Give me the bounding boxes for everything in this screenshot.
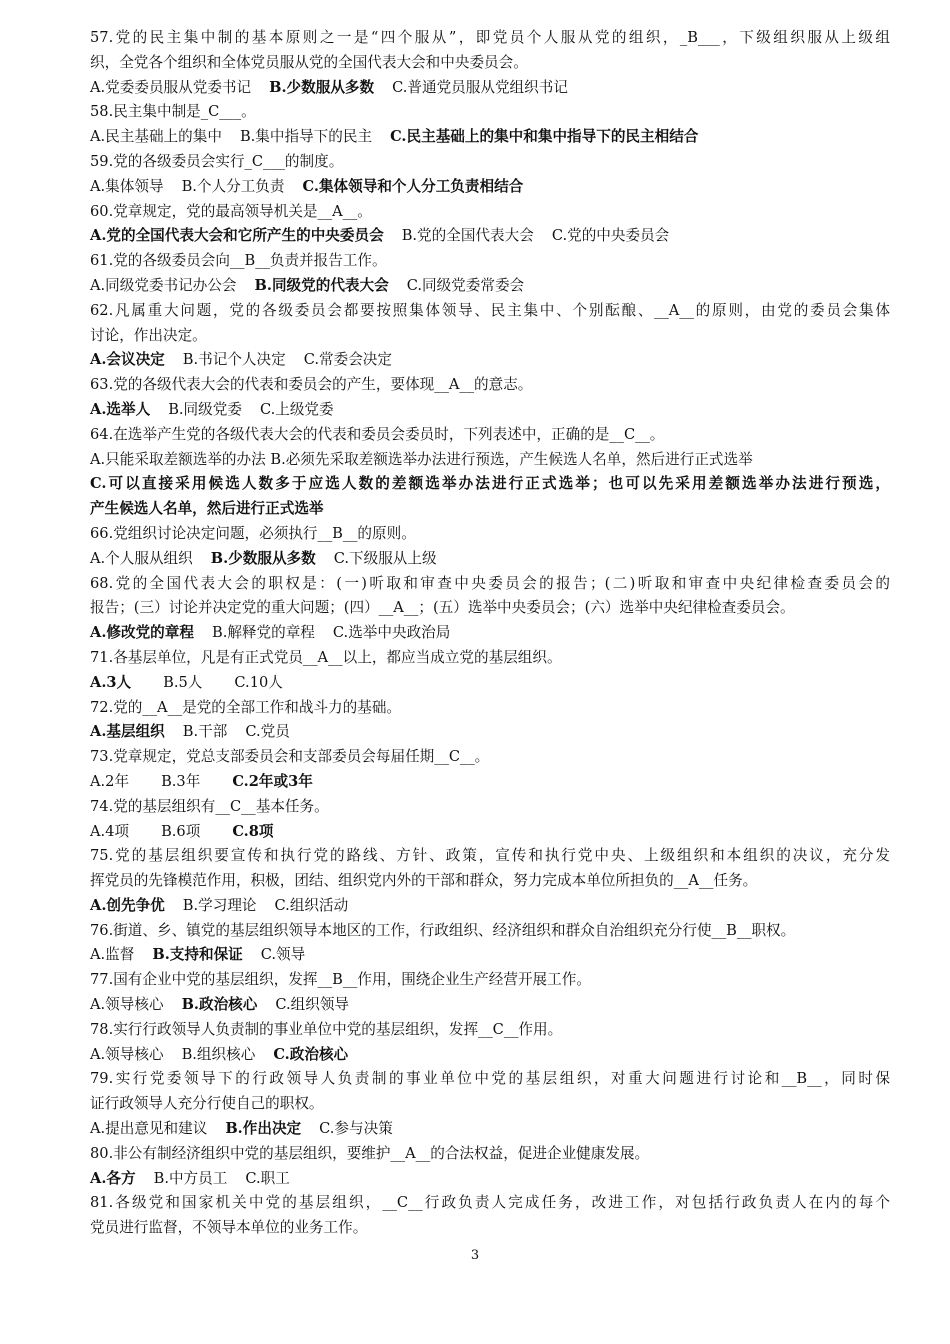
option-c: C.10人 xyxy=(234,673,283,691)
option-b: B.党的全国代表大会 xyxy=(401,227,534,245)
option-a: A.同级党委书记办公会 xyxy=(90,276,237,294)
option-b-answer: B.政治核心 xyxy=(181,996,258,1014)
option-c: C.党员 xyxy=(245,723,290,741)
question-64-option-c-answer-line-1: C.可以直接采用候选人数多于应选人数的差额选举办法进行正式选举；也可以先采用差额选举办法进行预选， xyxy=(90,475,890,493)
option-b-answer: B.少数服从多数 xyxy=(210,549,316,567)
question-81-stem-line-2: 党员进行监督，不领导本单位的业务工作。 xyxy=(90,1219,368,1237)
question-75-options xyxy=(90,894,890,919)
question-57-stem-line-2: 织，全党各个组织和全体党员服从党的全国代表大会和中央委员会。 xyxy=(90,53,528,71)
option-b: B.同级党委 xyxy=(168,400,242,418)
option-c: C.领导 xyxy=(260,946,306,964)
question-59-stem: 59.党的各级委员会实行_C___的制度。 xyxy=(90,152,344,170)
question-64-option-c-answer-line-2: 产生候选人名单，然后进行正式选举 xyxy=(90,500,324,518)
option-c-answer: C.2年或3年 xyxy=(232,772,313,790)
option-c-answer: C.民主基础上的集中和集中指导下的民主相结合 xyxy=(390,128,699,146)
option-c: C.参与决策 xyxy=(319,1120,393,1138)
option-b: B.解释党的章程 xyxy=(211,624,315,642)
option-a: A.个人服从组织 xyxy=(90,549,193,567)
question-80-stem: 80.非公有制经济组织中党的基层组织，要维护__A__的合法权益，促进企业健康发展。 xyxy=(90,1144,650,1162)
option-a-answer: A.选举人 xyxy=(90,400,151,418)
option-c: C.下级服从上级 xyxy=(333,549,437,567)
option-a-answer: A.党的全国代表大会和它所产生的中央委员会 xyxy=(90,227,384,245)
option-a: A.党委委员服从党委书记 xyxy=(90,78,252,96)
question-74-stem: 74.党的基层组织有__C__基本任务。 xyxy=(90,797,329,815)
question-75-stem-line-2: 挥党员的先锋模范作用，积极，团结、组织党内外的干部和群众，努力完成本单位所担负的__A__任务。 xyxy=(90,872,758,890)
question-78-options xyxy=(90,1043,890,1068)
question-79-stem-line-2: 证行政领导人充分行使自己的职权。 xyxy=(90,1095,324,1113)
option-a: A.领导核心 xyxy=(90,1045,164,1063)
question-64-stem: 64.在选举产生党的各级代表大会的代表和委员会委员时，下列表述中，正确的是__C__。 xyxy=(90,425,665,443)
question-77-stem: 77.国有企业中党的基层组织，发挥__B__作用，围绕企业生产经营开展工作。 xyxy=(90,971,591,989)
option-b: B.3年 xyxy=(161,772,201,790)
option-b: B.干部 xyxy=(182,723,228,741)
question-71-stem: 71.各基层单位，凡是有正式党员__A__以上，都应当成立党的基层组织。 xyxy=(90,648,562,666)
question-79-stem-line-1: 79.实行党委领导下的行政领导人负责制的事业单位中党的基层组织，对重大问题进行讨论和__B__，同时保 xyxy=(90,1070,890,1088)
question-list xyxy=(90,26,890,1241)
option-a-answer: A.基层组织 xyxy=(90,723,165,741)
option-b: B.5人 xyxy=(163,673,203,691)
question-76-options xyxy=(90,943,890,968)
option-a: A.监督 xyxy=(90,946,135,964)
question-76-stem: 76.街道、乡、镇党的基层组织领导本地区的工作，行政组织、经济组织和群众自治组织充分行使__B__职权。 xyxy=(90,921,796,939)
option-b: B.学习理论 xyxy=(182,896,257,914)
option-b: B.集中指导下的民主 xyxy=(239,128,373,146)
option-a-answer: A.创先争优 xyxy=(90,896,165,914)
option-c: C.组织活动 xyxy=(274,896,349,914)
question-60-stem: 60.党章规定，党的最高领导机关是__A__。 xyxy=(90,202,372,220)
question-60-options xyxy=(90,224,890,249)
question-80-options xyxy=(90,1167,890,1192)
option-a-answer: A.3人 xyxy=(90,673,132,691)
option-b: B.中方员工 xyxy=(153,1169,228,1187)
option-c: C.党的中央委员会 xyxy=(551,227,670,245)
option-c: C.普通党员服从党组织书记 xyxy=(392,78,568,96)
question-75-stem-line-1: 75.党的基层组织要宣传和执行党的路线、方针、政策，宣传和执行党中央、上级组织和本组织的决议，充分发 xyxy=(90,847,890,865)
question-61-stem: 61.党的各级委员会向__B__负责并报告工作。 xyxy=(90,252,387,270)
option-a: A.4项 xyxy=(90,822,130,840)
question-72-stem: 72.党的__A__是党的全部工作和战斗力的基础。 xyxy=(90,698,402,716)
question-68-options xyxy=(90,621,890,646)
question-58-options xyxy=(90,125,890,150)
option-a: A.集体领导 xyxy=(90,177,164,195)
option-c: C.上级党委 xyxy=(259,400,334,418)
option-a-answer: A.会议决定 xyxy=(90,351,165,369)
question-72-options xyxy=(90,720,890,745)
question-63-options xyxy=(90,398,890,423)
question-62-stem-line-1: 62.凡属重大问题，党的各级委员会都要按照集体领导、民主集中、个别酝酿、__A__的原则，由党的委员会集体 xyxy=(90,301,890,319)
question-66-stem: 66.党组织讨论决定问题，必须执行__B__的原则。 xyxy=(90,524,416,542)
question-71-options xyxy=(90,671,890,696)
option-b-answer: B.支持和保证 xyxy=(152,946,243,964)
option-b-answer: B.作出决定 xyxy=(225,1120,302,1138)
option-a-answer: A.各方 xyxy=(90,1169,136,1187)
question-66-options xyxy=(90,547,890,572)
option-c-answer: C.8项 xyxy=(232,822,274,840)
option-a-answer: A.修改党的章程 xyxy=(90,624,194,642)
question-62-options xyxy=(90,348,890,373)
option-b: B.6项 xyxy=(161,822,201,840)
option-b: B.组织核心 xyxy=(181,1045,256,1063)
question-57-stem-line-1: 57.党的民主集中制的基本原则之一是“四个服从”，即党员个人服从党的组织，_B___，下级组织服从上级组 xyxy=(90,29,890,46)
question-61-options xyxy=(90,274,890,299)
option-a: A.民主基础上的集中 xyxy=(90,128,222,146)
option-c-answer: C.集体领导和个人分工负责相结合 xyxy=(302,177,524,195)
option-c: C.常委会决定 xyxy=(303,351,392,369)
option-c: C.组织领导 xyxy=(275,996,350,1014)
option-a: A.领导核心 xyxy=(90,996,164,1014)
question-59-options xyxy=(90,175,890,200)
question-73-options xyxy=(90,770,890,795)
option-b-answer: B.同级党的代表大会 xyxy=(254,276,389,294)
option-b-answer: B.少数服从多数 xyxy=(269,78,375,96)
question-68-stem-line-1: 68.党的全国代表大会的职权是：(一)听取和审查中央委员会的报告；(二)听取和审查中央纪律检查委员会的 xyxy=(90,574,890,592)
question-77-options xyxy=(90,993,890,1018)
page-number: 3 xyxy=(470,1248,480,1263)
question-79-options xyxy=(90,1117,890,1142)
option-c: C.同级党委常委会 xyxy=(406,276,525,294)
question-62-stem-line-2: 讨论，作出决定。 xyxy=(90,326,207,344)
option-b: B.个人分工负责 xyxy=(181,177,285,195)
question-73-stem: 73.党章规定，党总支部委员会和支部委员会每届任期__C__。 xyxy=(90,748,490,766)
question-81-stem-line-1: 81.各级党和国家机关中党的基层组织，__C__行政负责人完成任务，改进工作，对包括行政负责人在内的每个 xyxy=(90,1194,890,1212)
option-c-answer: C.政治核心 xyxy=(273,1045,349,1063)
option-b: B.书记个人决定 xyxy=(182,351,286,369)
option-c: C.职工 xyxy=(245,1169,290,1187)
question-57-options xyxy=(90,76,890,101)
question-78-stem: 78.实行行政领导人负责制的事业单位中党的基层组织，发挥__C__作用。 xyxy=(90,1020,563,1038)
question-74-options xyxy=(90,820,890,845)
question-68-stem-line-2: 报告；(三）讨论并决定党的重大问题；(四）__A__；(五）选举中央委员会；(六）选举中央纪律检查委员会。 xyxy=(90,599,795,617)
question-64-options-a-b: A.只能采取差额选举的办法 B.必须先采取差额选举办法进行预选，产生候选人名单，然后进行正式选举 xyxy=(90,450,753,468)
option-a: A.提出意见和建议 xyxy=(90,1120,208,1138)
question-63-stem: 63.党的各级代表大会的代表和委员会的产生，要体现__A__的意志。 xyxy=(90,376,533,394)
option-a: A.2年 xyxy=(90,772,130,790)
question-58-stem: 58.民主集中制是_C___。 xyxy=(90,103,256,121)
option-c: C.选举中央政治局 xyxy=(332,624,451,642)
